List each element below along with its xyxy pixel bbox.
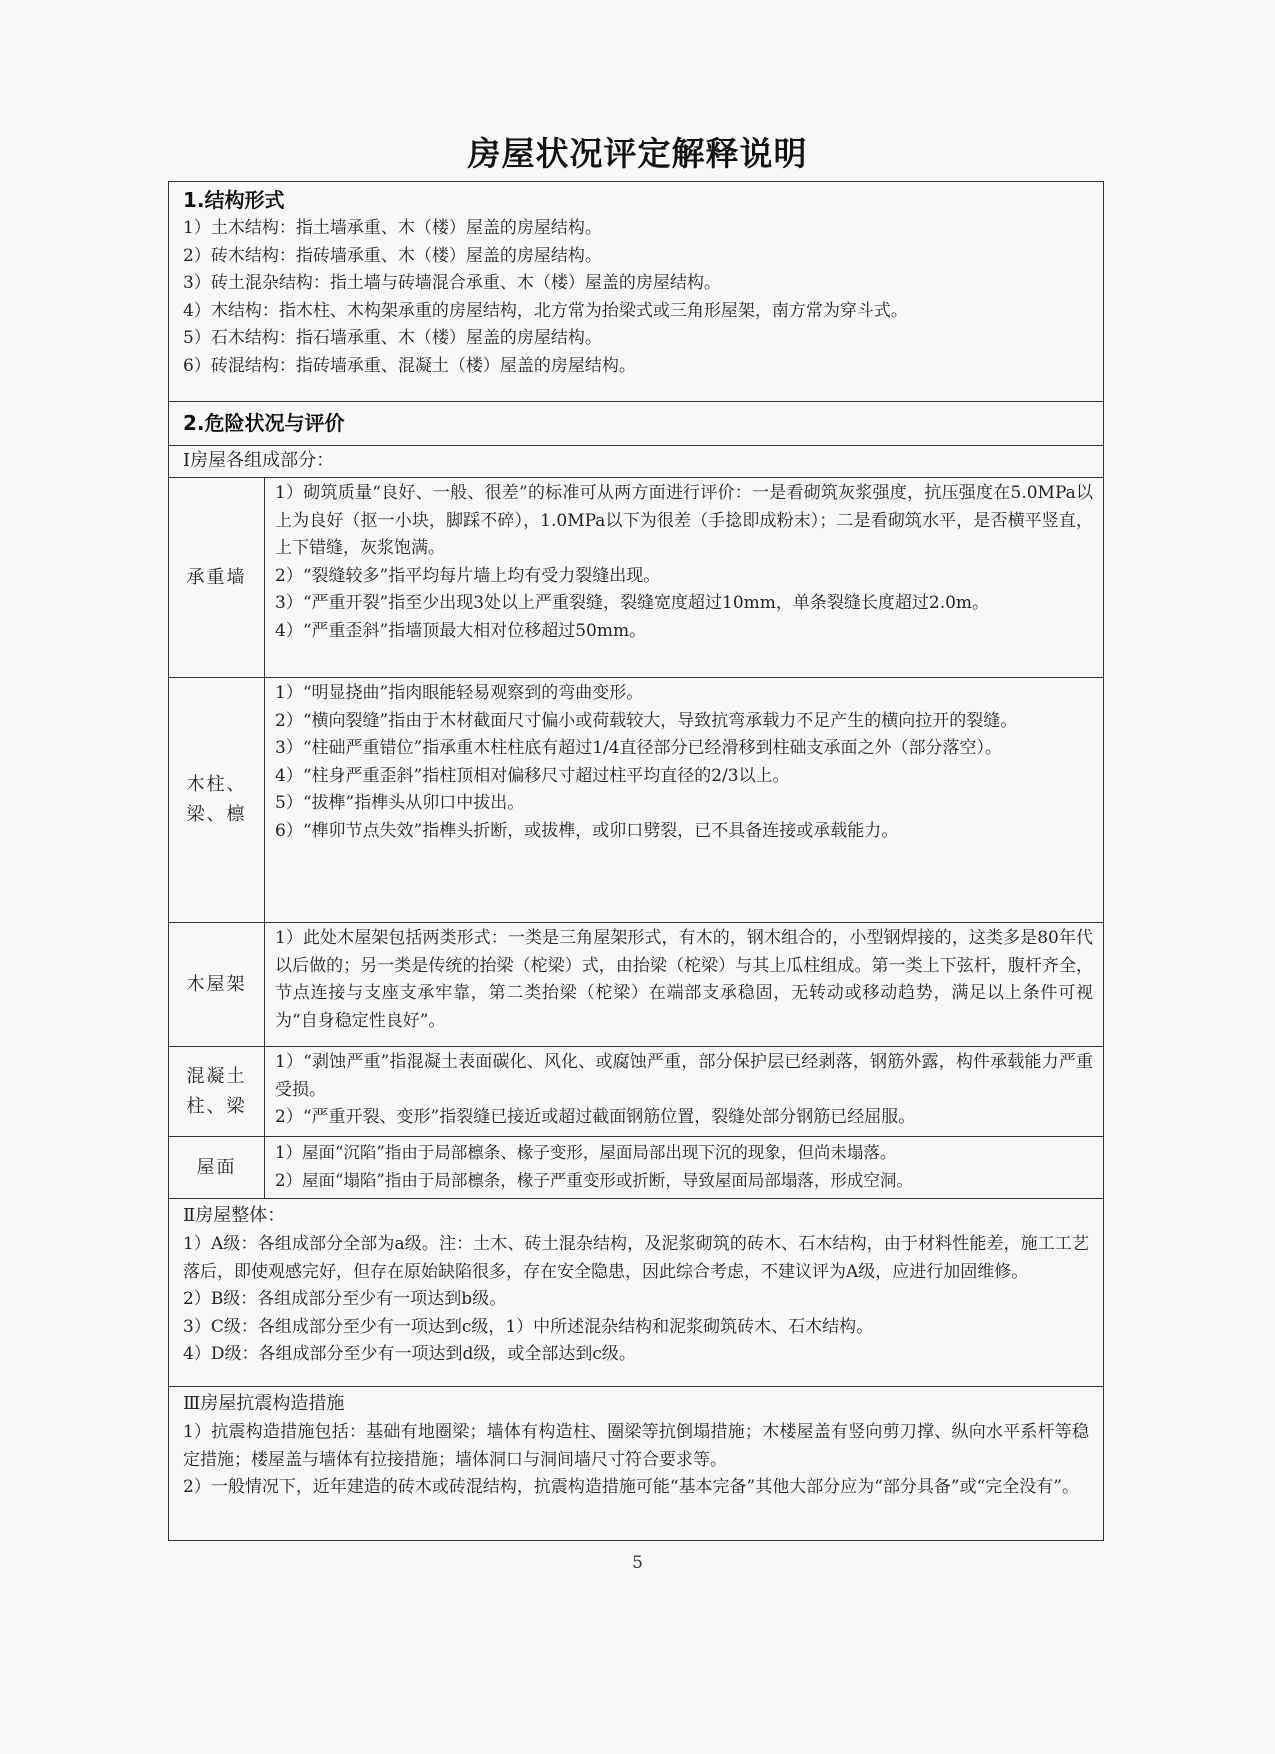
list-item: 3）C级：各组成部分至少有一项达到c级，1）中所述混杂结构和泥浆砌筑砖木、石木结构。 xyxy=(183,1316,874,1337)
part3-seismic-measures xyxy=(169,1387,1103,1539)
page-number: 5 xyxy=(632,1553,643,1573)
list-item: 2）屋面“塌陷”指由于局部檩条，椽子严重变形或折断，导致屋面局部塌落，形成空洞。 xyxy=(275,1170,913,1190)
content-table xyxy=(168,181,1104,1541)
list-item: 2）B级：各组成部分至少有一项达到b级。 xyxy=(183,1289,507,1309)
list-item: 2）“严重开裂、变形”指裂缝已接近或超过截面钢筋位置，裂缝处部分钢筋已经屈服。 xyxy=(275,1107,916,1127)
list-item: 6）“榫卯节点失效”指榫头折断，或拔榫，或卯口劈裂，已不具备连接或承载能力。 xyxy=(275,820,899,841)
list-item: 4）D级：各组成部分至少有一项达到d级，或全部达到c级。 xyxy=(183,1344,636,1364)
list-item: 2）砖木结构：指砖墙承重、木（楼）屋盖的房屋结构。 xyxy=(183,245,602,266)
component-content xyxy=(265,1047,1103,1136)
component-row-roof xyxy=(169,1137,1103,1199)
list-item: 3）砖土混杂结构：指土墙与砖墙混合承重、木（楼）屋盖的房屋结构。 xyxy=(183,273,721,293)
list-item: 2）一般情况下，近年建造的砖木或砖混结构，抗震构造措施可能“基本完备”其他大部分应为“部分具备”或“完全没有”。 xyxy=(183,1477,1079,1497)
component-label: 屋面 xyxy=(169,1137,265,1198)
list-item: 1）“明显挠曲”指肉眼能轻易观察到的弯曲变形。 xyxy=(275,683,644,703)
component-row-load-bearing-wall xyxy=(169,478,1103,678)
component-content xyxy=(265,1137,1103,1198)
list-item: 5）石木结构：指石墙承重、木（楼）屋盖的房屋结构。 xyxy=(183,328,602,348)
part1-heading-row xyxy=(169,446,1103,478)
component-label: 承重墙 xyxy=(169,478,265,677)
component-content xyxy=(265,478,1103,677)
list-item: 2）“裂缝较多”指平均每片墙上均有受力裂缝出现。 xyxy=(275,565,661,586)
section-title: 2.危险状况与评价 xyxy=(183,411,345,435)
part3-heading: Ⅲ房屋抗震构造措施 xyxy=(183,1393,345,1414)
section-title: 1.结构形式 xyxy=(183,188,285,212)
list-item: 1）屋面“沉陷”指由于局部檩条、椽子变形，屋面局部出现下沉的现象，但尚未塌落。 xyxy=(275,1143,897,1162)
list-item: 1）此处木屋架包括两类形式：一类是三角屋架形式，有木的，钢木组合的，小型钢焊接的，这类多是80年代以后做的；另一类是传统的抬梁（柁梁）式，由抬梁（柁梁）与其上瓜柱组成。第一类上下弦杆，腹杆齐全，节点连接与支座支承牢靠，第二类抬梁（柁梁）在端部支承稳固，无转动或移动趋势，满足以上条件可视为“自身稳定性良好”。 xyxy=(275,928,1093,1031)
part2-whole-house xyxy=(169,1199,1103,1387)
component-label: 混凝土柱、梁 xyxy=(169,1047,265,1136)
component-label: 木屋架 xyxy=(169,923,265,1046)
component-row-wood-truss xyxy=(169,923,1103,1047)
page-title: 房屋状况评定解释说明 xyxy=(467,134,808,173)
list-item: 4）“严重歪斜”指墙顶最大相对位移超过50mm。 xyxy=(275,620,647,641)
list-item: 4）木结构：指木柱、木构架承重的房屋结构，北方常为抬梁式或三角形屋架，南方常为穿斗式。 xyxy=(183,300,908,321)
list-item: 4）“柱身严重歪斜”指柱顶相对偏移尺寸超过柱平均直径的2/3以上。 xyxy=(275,765,790,786)
component-content xyxy=(265,923,1103,1046)
list-item: 1）“剥蚀严重”指混凝土表面碳化、风化、或腐蚀严重，部分保护层已经剥落，钢筋外露，构件承载能力严重受损。 xyxy=(275,1052,1093,1100)
part2-heading: Ⅱ房屋整体： xyxy=(183,1205,286,1226)
section-danger-evaluation-header xyxy=(169,402,1103,446)
list-item: 6）砖混结构：指砖墙承重、混凝土（楼）屋盖的房屋结构。 xyxy=(183,355,636,376)
component-content xyxy=(265,678,1103,922)
list-item: 3）“严重开裂”指至少出现3处以上严重裂缝，裂缝宽度超过10mm，单条裂缝长度超过2.0m。 xyxy=(275,593,990,613)
list-item: 1）抗震构造措施包括：基础有地圈梁；墙体有构造柱、圈梁等抗倒塌措施；木楼屋盖有竖向剪刀撑、纵向水平系杆等稳定措施；楼屋盖与墙体有拉接措施；墙体洞口与洞间墙尺寸符合要求等。 xyxy=(183,1422,1089,1470)
component-row-wood-column-beam xyxy=(169,678,1103,923)
list-item: 1）土木结构：指土墙承重、木（楼）屋盖的房屋结构。 xyxy=(183,218,602,238)
list-item: 2）“横向裂缝”指由于木材截面尺寸偏小或荷载较大，导致抗弯承载力不足产生的横向拉开的裂缝。 xyxy=(275,710,1018,731)
list-item: 1）A级：各组成部分全部为a级。注：土木、砖土混杂结构，及泥浆砌筑的砖木、石木结构，由于材料性能差，施工工艺落后，即使观感完好，但存在原始缺陷很多，存在安全隐患，因此综合考虑，不建议评为A级，应进行加固维修。 xyxy=(183,1234,1089,1282)
list-item: 5）“拔榫”指榫头从卯口中拔出。 xyxy=(275,793,525,813)
part1-heading: Ⅰ房屋各组成部分： xyxy=(183,450,335,471)
component-row-concrete-column-beam xyxy=(169,1047,1103,1137)
list-item: 3）“柱础严重错位”指承重木柱柱底有超过1/4直径部分已经滑移到柱础支承面之外（部分落空）。 xyxy=(275,738,1003,758)
component-label: 木柱、梁、檩 xyxy=(169,678,265,922)
section-structure-forms xyxy=(169,182,1103,402)
list-item: 1）砌筑质量“良好、一般、很差”的标准可从两方面进行评价：一是看砌筑灰浆强度，抗压强度在5.0MPa以上为良好（抠一小块，脚踩不碎），1.0MPa以下为很差（手捻即成粉末）；二是看砌筑水平，是否横平竖直，上下错缝，灰浆饱满。 xyxy=(275,483,1093,558)
